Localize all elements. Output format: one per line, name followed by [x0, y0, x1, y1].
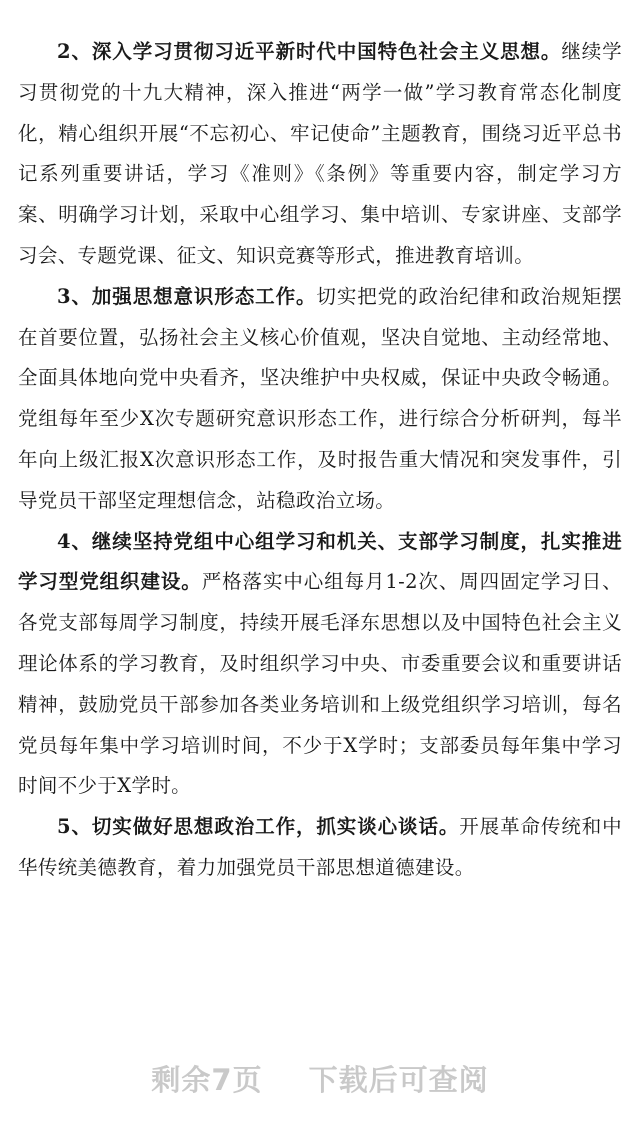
paragraph-heading: 3、加强思想意识形态工作。	[57, 284, 317, 308]
paragraph-heading: 5、切实做好思想政治工作，抓实谈心谈话。	[57, 815, 460, 839]
paragraph-text: 严格落实中心组每月1-2次、周四固定学习日、各党支部每周学习制度，持续开展毛泽东思想以及中国特色社会主义理论体系的学习教育，及时组织学习中央、市委重要会议和重要讲话精神，鼓励党员干部参加各类业务培训和上级党组织学习培训，每名党员每年集中学习培训时间，不少于X学时；支部委员每年集中学习时间不少于X学时。	[18, 570, 622, 798]
paragraph-text: 继续学习贯彻党的十九大精神，深入推进“两学一做”学习教育常态化制度化，精心组织开展“不忘初心、牢记使命”主题教育，围绕习近平总书记系列重要讲话，学习《准则》《条例》等重要内容，制定学习方案、明确学习计划，采取中心组学习、集中培训、专家讲座、支部学习会、专题党课、征文、知识竞赛等形式，推进教育培训。	[18, 40, 622, 267]
paragraph-2	[18, 32, 622, 277]
remaining-pages-label[interactable]: 剩余7页	[151, 1062, 263, 1097]
document-body	[18, 32, 622, 889]
download-to-view-label[interactable]: 下载后可查阅	[308, 1062, 489, 1097]
paragraph-heading: 4、继续坚持党组中心组学习和机关、支部学习制度，扎实推进学习型党组织建设。	[18, 529, 622, 594]
paragraph-4	[18, 522, 622, 808]
download-prompt[interactable]	[0, 1054, 640, 1102]
paragraph-5	[18, 807, 622, 889]
paragraph-text: 切实把党的政治纪律和政治规矩摆在首要位置，弘扬社会主义核心价值观，坚决自觉地、主动经常地、全面具体地向党中央看齐，坚决维护中央权威，保证中央政令畅通。党组每年至少X次专题研究意识形态工作，进行综合分析研判，每半年向上级汇报X次意识形态工作，及时报告重大情况和突发事件，引导党员干部坚定理想信念，站稳政治立场。	[18, 284, 622, 512]
paragraph-3	[18, 277, 622, 522]
paragraph-text: 开展革命传统和中华传统美德教育，着力加强党员干部思想道德建设。	[18, 815, 622, 879]
paragraph-heading: 2、深入学习贯彻习近平新时代中国特色社会主义思想。	[57, 40, 562, 63]
